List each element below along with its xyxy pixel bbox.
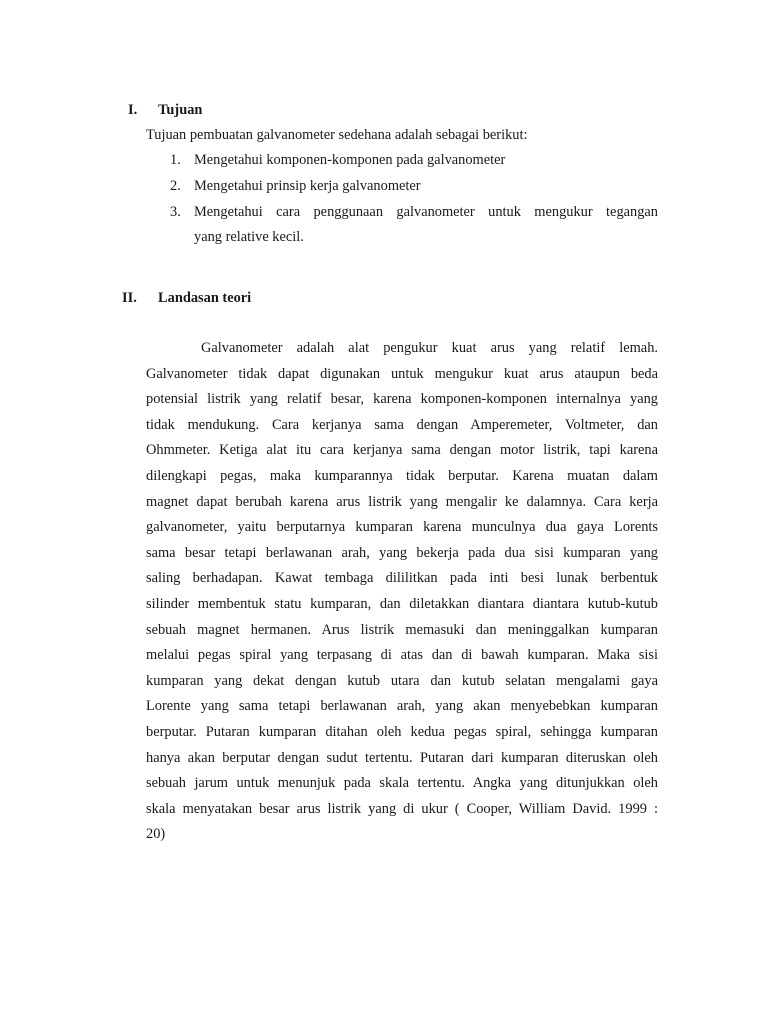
paragraph-line: Lorente yang sama tetapi berlawanan arah, yang akan menyebebkan kumparan: [146, 698, 658, 715]
paragraph-line: sebuah magnet hermanen. Arus listrik memasuki dan meninggalkan kumparan: [146, 621, 658, 638]
section-2-number: II.: [122, 290, 137, 306]
paragraph-line: potensial listrik yang relatif besar, karena komponen-komponen internalnya yang: [146, 391, 658, 408]
list-item-text: Mengetahui prinsip kerja galvanometer: [194, 178, 421, 194]
list-item-number: 2.: [170, 178, 181, 194]
paragraph-line: melalui pegas spiral yang terpasang di atas dan di bawah kumparan. Maka sisi: [146, 647, 658, 664]
section-2-heading: [122, 290, 251, 307]
paragraph-line: tidak mendukung. Cara kerjanya sama dengan Amperemeter, Voltmeter, dan: [146, 416, 658, 433]
paragraph-line: magnet dapat berubah karena arus listrik yang mengalir ke dalamnya. Cara kerja: [146, 493, 658, 510]
list-item-text: Mengetahui cara penggunaan galvanometer untuk mengukur tegangan: [194, 204, 658, 220]
paragraph-line: skala menyatakan besar arus listrik yang di ukur ( Cooper, William David. 1999 :: [146, 800, 658, 817]
paragraph-line: 20): [146, 826, 166, 843]
list-item-continuation: yang relative kecil.: [194, 229, 304, 245]
list-item-number: 3.: [170, 204, 181, 220]
paragraph-line: galvanometer, yaitu berputarnya kumparan karena munculnya dua gaya Lorents: [146, 519, 658, 536]
paragraph-line: dilengkapi pegas, maka kumparannya tidak berputar. Karena muatan dalam: [146, 467, 658, 484]
paragraph-line: kumparan yang dekat dengan kutub utara dan kutub selatan mengalami gaya: [146, 672, 658, 689]
paragraph-line: Ohmmeter. Ketiga alat itu cara kerjanya sama dengan motor listrik, tapi karena: [146, 442, 658, 459]
paragraph-line: saling berhadapan. Kawat tembaga dililitkan pada inti besi lunak berbentuk: [146, 570, 658, 587]
section-1-number: I.: [128, 102, 138, 118]
paragraph-line: Galvanometer adalah alat pengukur kuat arus yang relatif lemah.: [201, 340, 658, 356]
list-item: [170, 178, 660, 198]
paragraph-line: sama besar tetapi berlawanan arah, yang bekerja pada dua sisi kumparan yang: [146, 544, 658, 561]
section-1-heading: [128, 102, 202, 119]
paragraph-line: hanya akan berputar dengan sudut tertentu. Putaran dari kumparan diteruskan oleh: [146, 749, 658, 766]
paragraph-line: silinder membentuk statu kumparan, dan diletakkan diantara diantara kutub-kutub: [146, 595, 658, 612]
list-item-number: 1.: [170, 152, 181, 168]
section-1-intro: Tujuan pembuatan galvanometer sedehana adalah sebagai berikut:: [146, 127, 528, 143]
list-item: [170, 152, 660, 172]
section-1-title: Tujuan: [158, 102, 203, 118]
section-2-paragraph: [146, 336, 658, 848]
paragraph-line: berputar. Putaran kumparan ditahan oleh kedua pegas spiral, sehingga kumparan: [146, 723, 658, 740]
paragraph-line: Galvanometer tidak dapat digunakan untuk mengukur kuat arus ataupun beda: [146, 365, 658, 382]
paragraph-line: sebuah jarum untuk menunjuk pada skala tertentu. Angka yang ditunjukkan oleh: [146, 775, 658, 792]
section-2-title: Landasan teori: [158, 290, 252, 306]
list-item-text: Mengetahui komponen-komponen pada galvanometer: [194, 152, 506, 168]
